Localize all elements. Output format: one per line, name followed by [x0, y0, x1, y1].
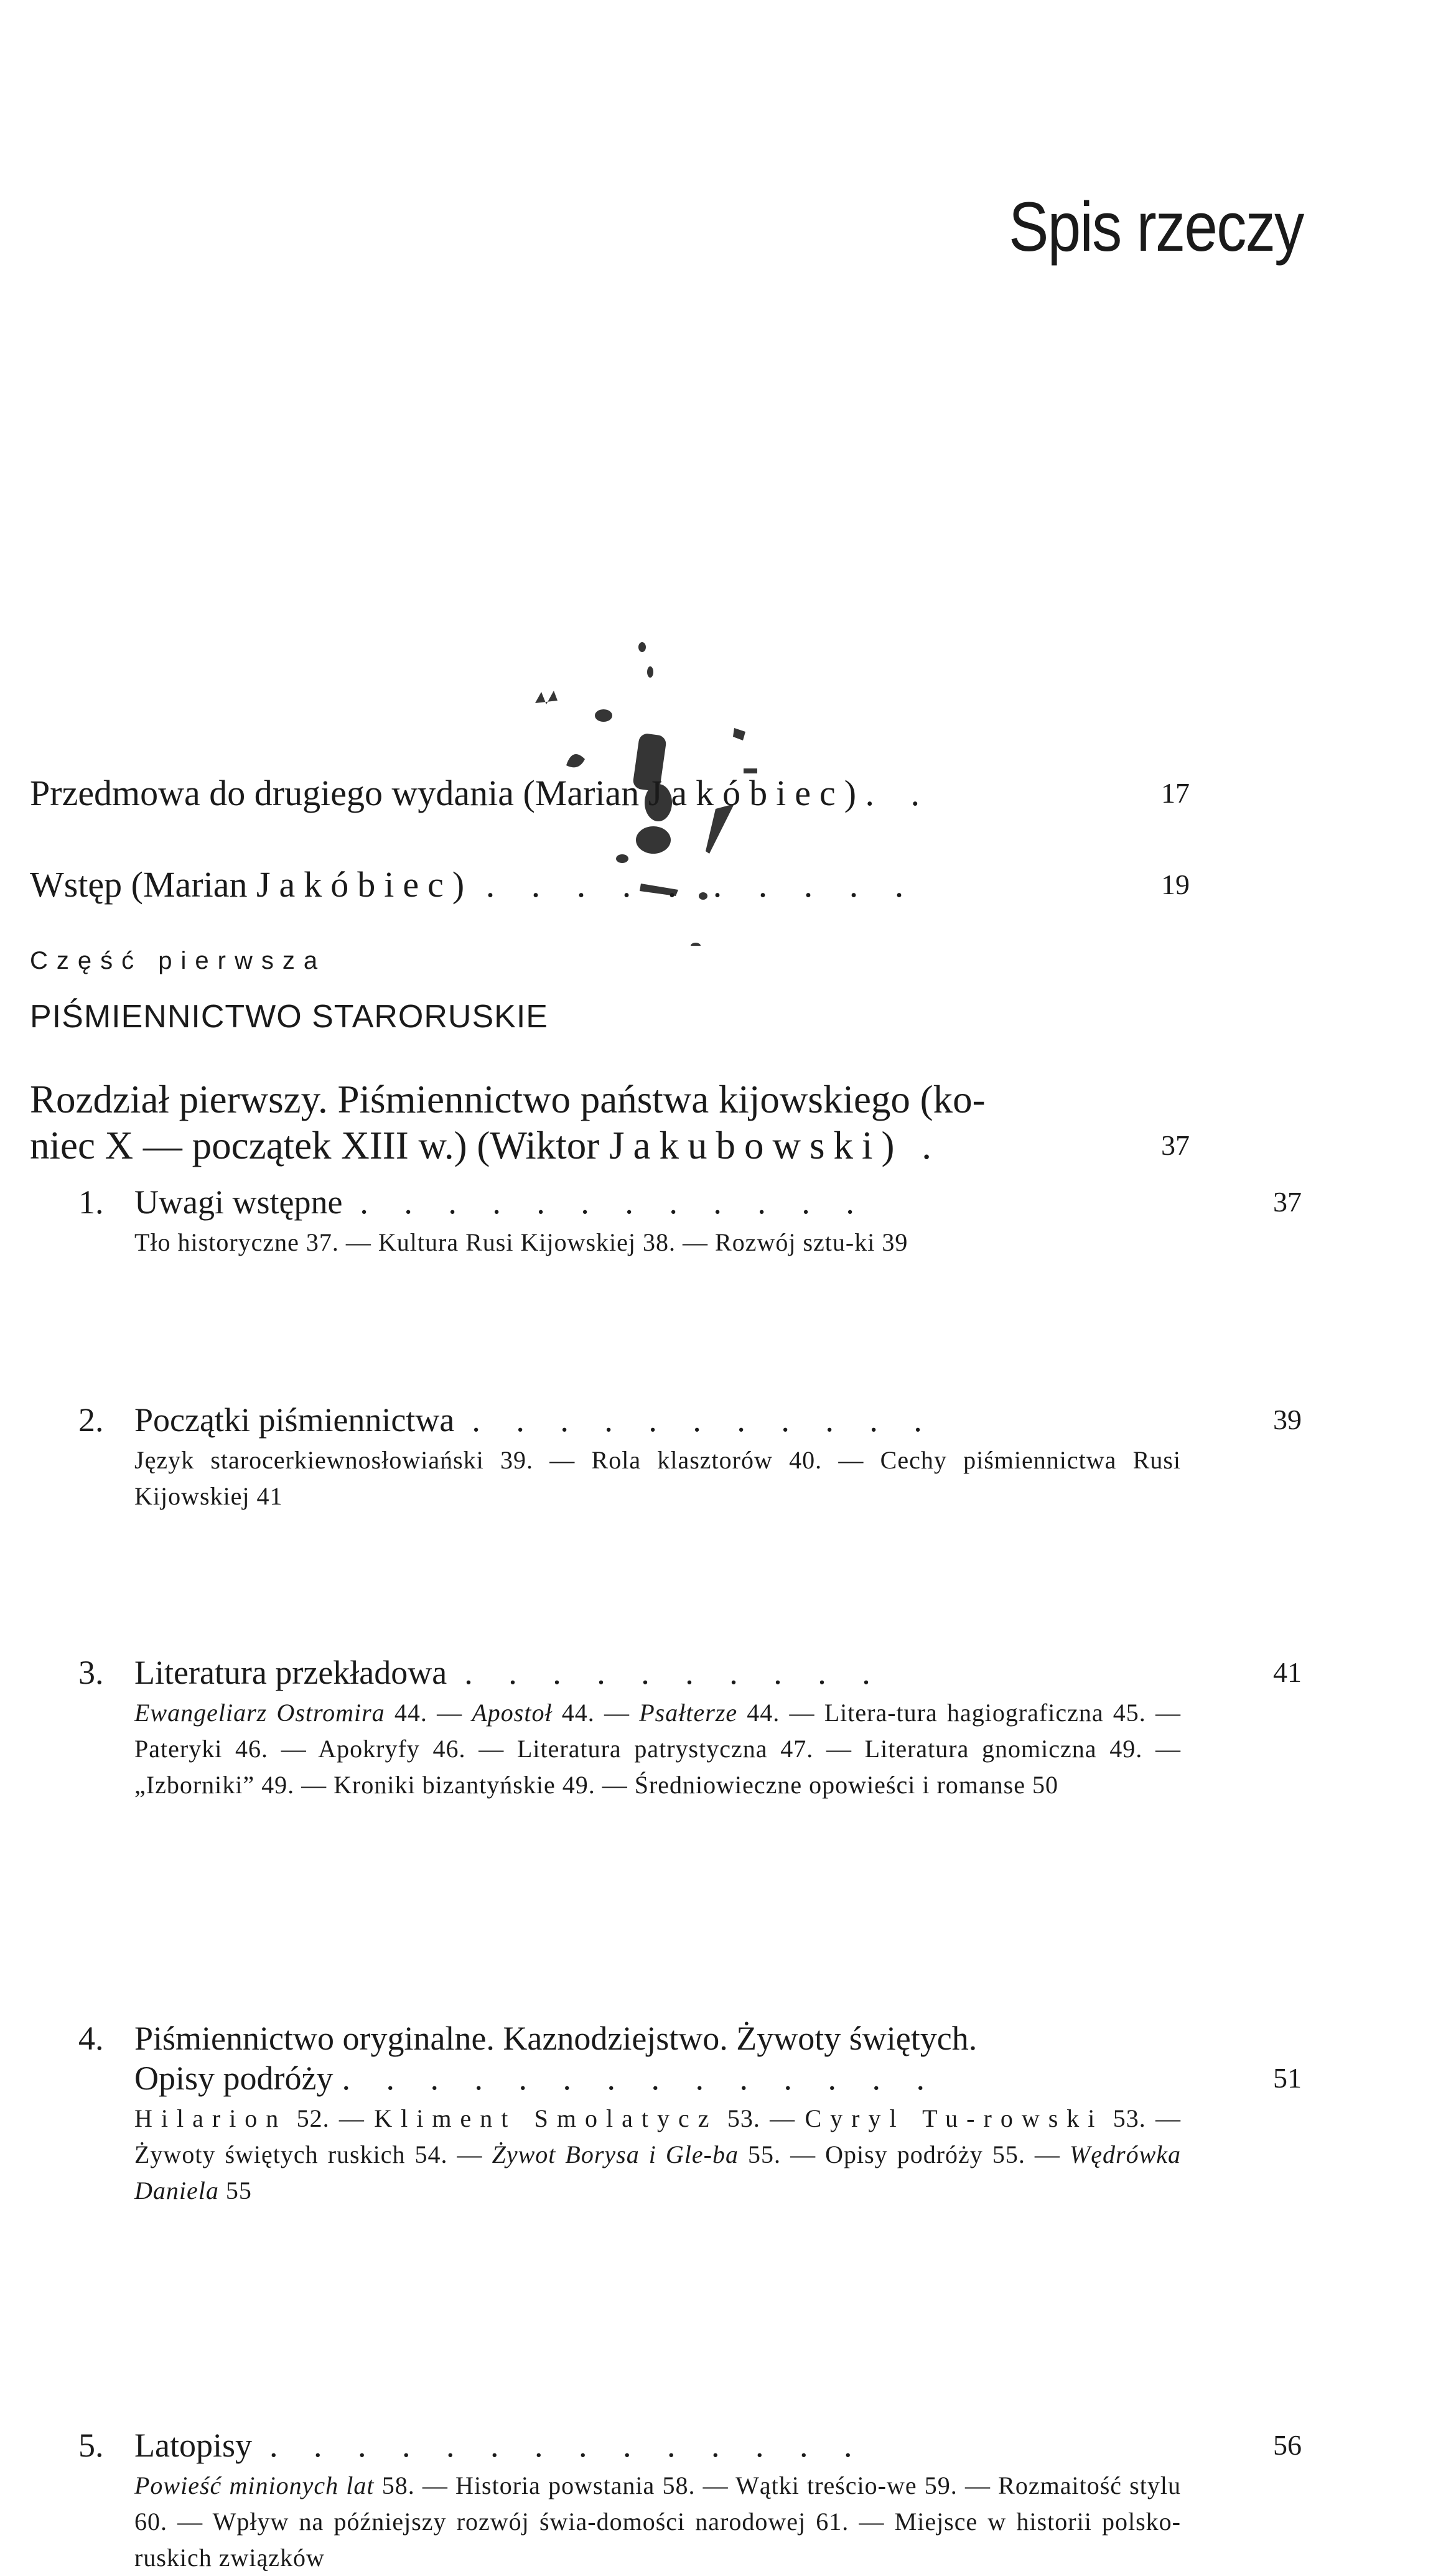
toc-section-3: [30, 1653, 1302, 1803]
dot-leader: . . . . . . . . . . . .: [360, 1183, 868, 1221]
dot-leader: .: [922, 1124, 931, 1167]
section-title: Uwagi wstępne: [134, 1183, 343, 1221]
section-description: Język starocerkiewnosłowiański 39. — Rola klasztorów 40. — Cechy piśmiennictwa Rusi Kijowskiej 41: [134, 1446, 1181, 1510]
page-number: 41: [1273, 1656, 1302, 1688]
page-title: Spis rzeczy: [1009, 188, 1304, 266]
section-description: [134, 2101, 1294, 2209]
section-title: Początki piśmiennictwa: [134, 1401, 455, 1439]
section-description: [134, 1695, 1294, 1803]
part-title: PIŚMIENNICTWO STARORUSKIE: [30, 999, 548, 1035]
section-title: Literatura przekładowa: [134, 1654, 447, 1691]
desc-text: 58. — Historia powstania 58. — Wątki treścio-we 59. — Rozmaitość stylu 60. — Wpływ na późniejszy rozwój świa-domości narodowej 61. — Miejsce w historii polsko-ruskich związków: [134, 2471, 1181, 2572]
spaced-name: Kliment Smolatycz: [374, 2104, 718, 2132]
page-number: 56: [1273, 2429, 1302, 2461]
page-number: 19: [1161, 869, 1190, 900]
desc-text: 55: [218, 2177, 252, 2205]
italic-title: Apostoł: [472, 1699, 553, 1727]
page-number: 39: [1273, 1404, 1302, 1435]
toc-section-5: [30, 2425, 1302, 2576]
entry-text-end: ): [844, 773, 857, 813]
section-number: 1.: [78, 1183, 104, 1221]
dot-leader: . . . . . . . . . . . . . .: [342, 2060, 938, 2097]
spaced-name: Cyryl Tu-rowski: [805, 2104, 1104, 2132]
italic-title: Powieść minionych lat: [134, 2471, 375, 2499]
section-number: 5.: [78, 2427, 104, 2464]
section-number: 2.: [78, 1401, 104, 1439]
spaced-name: Hilarion: [134, 2104, 287, 2132]
section-title: Latopisy: [134, 2427, 252, 2464]
italic-title: Żywot Borysa i Gle-ba: [492, 2140, 739, 2168]
desc-text: 44. —: [385, 1699, 472, 1727]
section-description: [134, 2468, 1294, 2576]
desc-text: 44. — Litera-tura hagiograficzna 45. — Pateryki 46. — Apokryfy 46. — Literatura patrystyczna 47. — Literatura gnomiczna 49. — „Izborniki” 49. — Kroniki bizantyńskie 49. — Średniowieczne opowieści i romanse 50: [134, 1699, 1182, 1799]
entry-author: Jakóbiec: [648, 773, 844, 813]
chapter-line-1: Rozdział pierwszy. Piśmiennictwo państwa kijowskiego (ko-: [30, 1078, 986, 1121]
dot-leader: . . . . . . . . . .: [485, 864, 918, 905]
entry-text: Wstęp (Marian: [30, 864, 256, 905]
section-description: Tło historyczne 37. — Kultura Rusi Kijowskiej 38. — Rozwój sztu-ki 39: [134, 1228, 908, 1256]
page-number: 51: [1273, 2062, 1302, 2094]
entry-text: Przedmowa do drugiego wydania (Marian: [30, 773, 648, 813]
chapter-heading: [30, 1076, 1190, 1169]
chapter-author: Jakubowski: [609, 1124, 882, 1167]
page-number: 37: [1161, 1129, 1190, 1161]
chapter-line-2: [30, 1122, 1190, 1169]
toc-front-entry-2: [30, 863, 1190, 907]
page-number: 17: [1161, 777, 1190, 809]
page-number: 37: [1273, 1186, 1302, 1218]
section-number: 4.: [78, 2020, 104, 2057]
toc-front-entry-1: [30, 772, 1190, 815]
desc-text: 55. — Opisy podróży 55. —: [739, 2140, 1070, 2168]
toc-section-1: [30, 1182, 1302, 1261]
italic-title: Wędrówka Daniela: [134, 2140, 1181, 2205]
desc-text: 53. —: [717, 2104, 805, 2132]
part-label: Część pierwsza: [30, 947, 327, 974]
entry-text-end: ): [452, 864, 465, 905]
desc-text: 53. — Żywoty świętych ruskich 54. —: [134, 2104, 1182, 2168]
toc-section-4: [30, 2018, 1302, 2209]
toc-section-2: [30, 1400, 1302, 1514]
desc-text: 52. —: [287, 2104, 375, 2132]
entry-author: Jakóbiec: [256, 864, 452, 905]
section-number: 3.: [78, 1654, 104, 1691]
section-title-line-2: Opisy podróży: [134, 2060, 334, 2097]
desc-text: 44. —: [552, 1699, 640, 1727]
dot-leader: . . . . . . . . . .: [464, 1654, 884, 1691]
italic-title: Psałterze: [639, 1699, 738, 1727]
dot-leader: . . . . . . . . . . .: [472, 1401, 936, 1439]
chapter-text-end: ): [881, 1124, 895, 1167]
italic-title: Ewangeliarz Ostromira: [134, 1699, 385, 1727]
section-title-line-1: Piśmiennictwo oryginalne. Kaznodziejstwo. Żywoty świętych.: [134, 2020, 978, 2057]
chapter-text: niec X — początek XIII w.) (Wiktor: [30, 1124, 610, 1167]
dot-leader: . . . . . . . . . . . . . .: [269, 2427, 866, 2464]
dot-leader: . .: [865, 773, 934, 813]
